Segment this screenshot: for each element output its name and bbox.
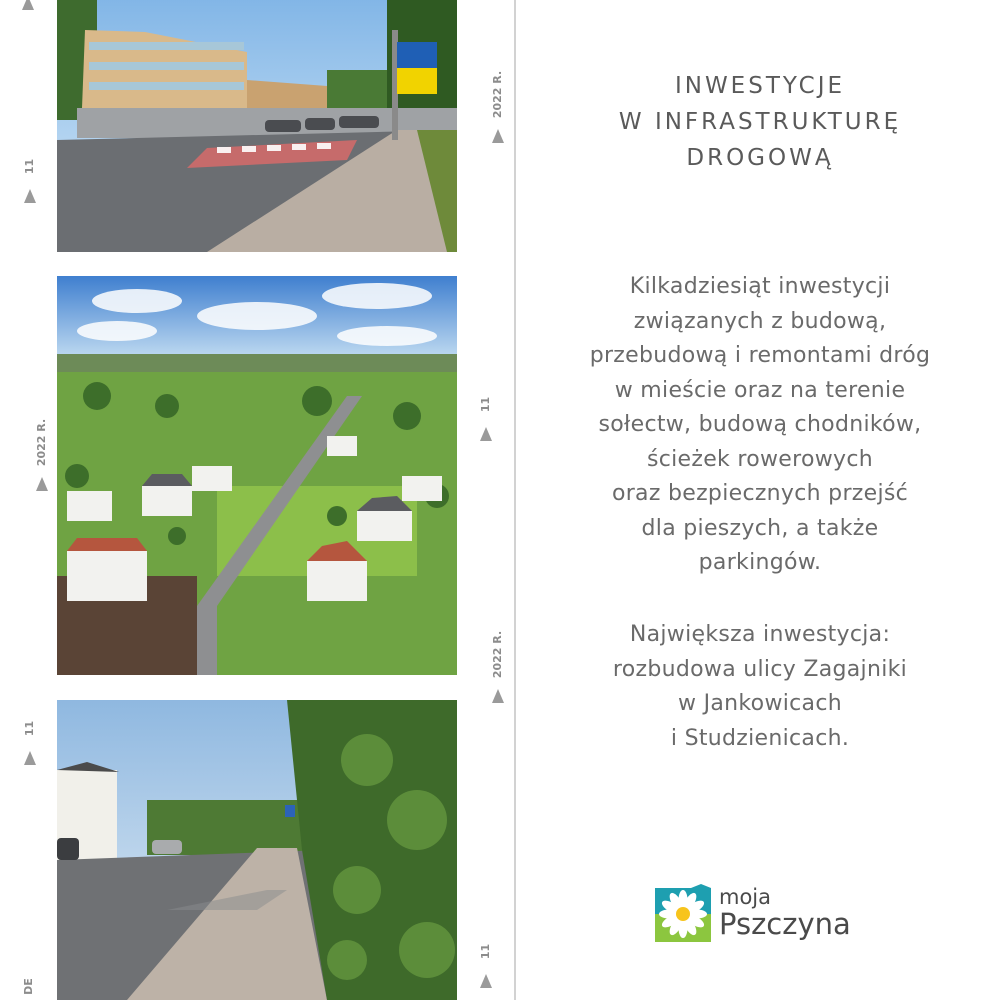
- paragraph-line: parkingów.: [698, 550, 822, 575]
- paragraph-line: ścieżek rowerowych: [646, 446, 874, 472]
- photo-school-street: [57, 0, 457, 252]
- year-label: 2022 R.: [491, 70, 505, 119]
- paragraph-line: sołectw, budową chodników,: [598, 412, 922, 437]
- film-edge-mark-left-4: [20, 980, 37, 993]
- film-edge-mark-right-4: [478, 945, 493, 988]
- partial-label: DE: [21, 978, 35, 995]
- aerial-village-road-photo: [57, 276, 457, 675]
- headline-line: W INFRASTRUKTURĘ: [618, 109, 902, 135]
- headline-line: INWESTYCJE: [674, 73, 846, 99]
- sidewalk-hedge-street-photo: [57, 700, 457, 1000]
- year-label: 2022 R.: [491, 630, 505, 679]
- paragraph-line: oraz bezpiecznych przejść: [611, 481, 909, 506]
- frame-number: 11: [23, 720, 37, 737]
- photo-aerial-village: [57, 276, 457, 675]
- triangle-icon: [36, 477, 48, 491]
- divider-line: [514, 0, 516, 1000]
- paragraph-line: w mieście oraz na terenie: [614, 377, 906, 403]
- highlight-paragraph: [540, 618, 980, 756]
- paragraph-line: w Jankowicach: [678, 691, 842, 716]
- headline-line: DROGOWĄ: [686, 145, 834, 171]
- paragraph-line: rozbudowa ulicy Zagajniki: [612, 656, 908, 682]
- triangle-icon: [480, 427, 492, 441]
- paragraph-line: związanych z budową,: [633, 308, 887, 334]
- paragraph-line: Kilkadziesiąt inwestycji: [629, 274, 891, 299]
- moja-pszczyna-logo: [655, 884, 851, 942]
- frame-number: 11: [479, 396, 493, 413]
- paragraph-line: Największa inwestycja:: [629, 622, 891, 647]
- film-edge-mark-right-2: [478, 398, 493, 441]
- logo-word-moja: moja: [719, 885, 772, 909]
- paragraph-line: i Studzienicach.: [670, 725, 850, 751]
- paragraph-line: przebudową i remontami dróg: [589, 343, 931, 368]
- frame-number: 11: [23, 158, 37, 175]
- film-edge-mark-left-3: [22, 722, 37, 765]
- frame-number: 11: [479, 943, 493, 960]
- triangle-icon: [24, 189, 36, 203]
- logo-wordmark: [719, 887, 851, 939]
- year-label: 2022 R.: [35, 418, 49, 467]
- triangle-icon: [492, 689, 504, 703]
- film-edge-mark-left-2: [18, 418, 65, 491]
- film-edge-mark-left-0: [22, 0, 34, 10]
- paragraph-line: dla pieszych, a także: [641, 515, 879, 541]
- photo-sidewalk-hedge: [57, 700, 457, 1000]
- daisy-logo-icon: [655, 884, 711, 942]
- triangle-icon: [480, 974, 492, 988]
- headline: [560, 68, 960, 176]
- film-edge-mark-left-1: [22, 160, 37, 203]
- description-paragraph: [540, 270, 980, 581]
- logo-word-pszczyna: Pszczyna: [719, 907, 851, 941]
- triangle-icon: [24, 751, 36, 765]
- school-street-crosswalk-photo: [57, 0, 457, 252]
- triangle-icon: [492, 129, 504, 143]
- triangle-icon: [22, 0, 34, 10]
